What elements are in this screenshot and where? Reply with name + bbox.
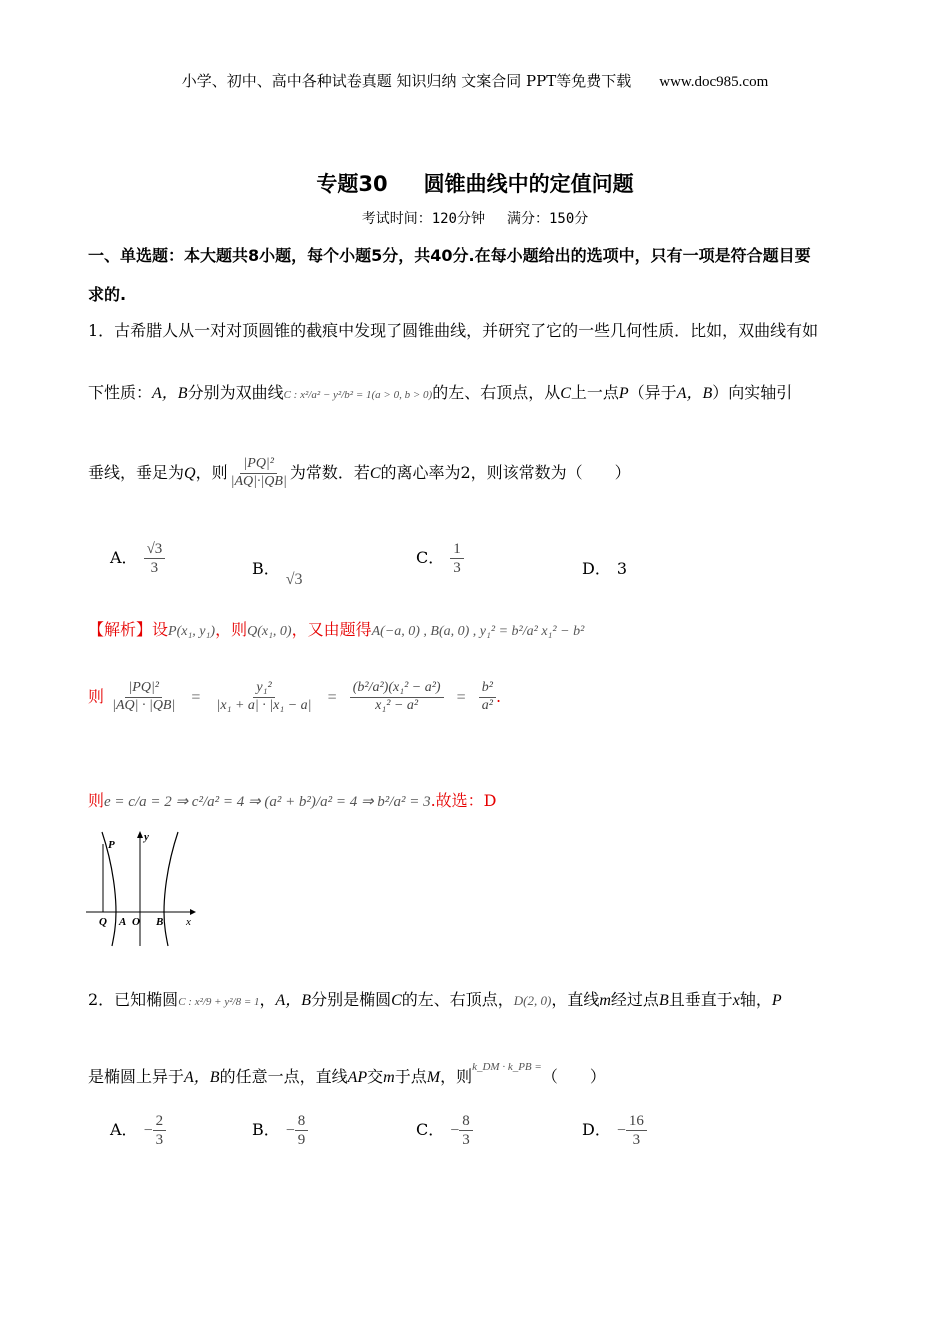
section-heading-line1: 一、单选题：本大题共8小题，每个小题5分，共40分.在每小题给出的选项中，只有一项是符合题目要: [88, 246, 811, 265]
y-axis-arrow: [137, 831, 143, 838]
q2-option-d[interactable]: D． − $\frac{16}{3}$: [582, 1112, 647, 1149]
x-axis-arrow: [190, 909, 196, 915]
analysis-line1: 【解析】设P(x₁, y₁)，则Q(x₁, 0)，又由题得A(−a, 0) , B(a, 0) , y₁² = b²/a² x₁² − b²: [88, 620, 585, 639]
header-text: 小学、初中、高中各种试卷真题 知识归纳 文案合同 PPT等免费下载: [181, 72, 632, 90]
label-B: B: [156, 916, 164, 928]
q1-line3: 垂线，垂足为Q，则 $\frac{\text{|PQ|²}}{|AQ|\cdot|QB|}$ 为常数．若C的离心率为2，则该常数为（ ）: [88, 456, 631, 489]
label-A: A: [119, 916, 127, 928]
hyperbola-graph: [86, 828, 198, 948]
q1-option-d[interactable]: D． 3: [582, 559, 628, 578]
page-title: [0, 168, 950, 198]
right-branch: [164, 832, 178, 946]
analysis-line2: 则 $\frac{\text{|PQ|²}}{|AQ| \cdot |QB|}$ = $\frac{\text{y₁²}}{\text{|x₁ + a| · |x₁ − a|}}$ = $\frac{\text{(b²/a²)(x₁² − a²)}}{\text{x₁² − a²}}$ = $\frac{\text{b²}}{\text{a²}}$ .: [88, 680, 502, 713]
q2-line2: 是椭圆上异于A，B的任意一点，直线AP交m于点M，则$^{k\_DM \cdot k\_PB =}$（ ）: [88, 1061, 606, 1086]
exam-info: [0, 208, 950, 228]
label-Q: Q: [99, 916, 107, 928]
q2-option-b[interactable]: B． − $\frac{8}{9}$: [252, 1112, 308, 1149]
ellipse-formula: C : x²/9 + y²/8 = 1: [178, 996, 260, 1008]
label-O: O: [132, 916, 140, 928]
label-y: y: [144, 831, 149, 843]
label-x: x: [186, 916, 191, 928]
q1-option-b[interactable]: B．√3: [252, 559, 303, 588]
q1-line1: 1．古希腊人从一对对顶圆锥的截痕中发现了圆锥曲线，并研究了它的一些几何性质．比如，双曲线有如: [88, 321, 819, 340]
analysis-line3: 则e = c/a = 2 ⇒ c²/a² = 4 ⇒ (a² + b²)/a² = 4 ⇒ b²/a² = 3.故选：D: [88, 791, 497, 810]
page-header: [0, 70, 950, 91]
section-heading-line2: 求的.: [88, 285, 127, 304]
q1-option-a[interactable]: A． $\frac{√3}{3}$: [110, 540, 165, 577]
title-right: 圆锥曲线中的定值问题: [423, 172, 634, 196]
header-site[interactable]: www.doc985.com: [659, 74, 769, 90]
q1-option-c[interactable]: C． $\frac{1}{3}$: [416, 540, 464, 577]
q1-ratio: $\frac{\text{|PQ|²}}{|AQ|\cdot|QB|}$: [230, 456, 287, 489]
q1-line2: 下性质：A，B分别为双曲线C : x²/a² − y²/b² = 1(a > 0, b > 0)的左、右顶点，从C上一点P（异于A，B）向实轴引: [88, 383, 793, 402]
title-left: 专题30: [316, 172, 388, 196]
exam-time: 考试时间：120分钟: [361, 211, 485, 227]
label-P: P: [108, 839, 115, 851]
q2-option-c[interactable]: C． − $\frac{8}{3}$: [416, 1112, 473, 1149]
hyperbola-formula: C : x²/a² − y²/b² = 1(a > 0, b > 0): [283, 389, 433, 401]
q2-line1: 2．已知椭圆C : x²/9 + y²/8 = 1，A，B分别是椭圆C的左、右顶点，D(2, 0)，直线m经过点B且垂直于x轴，P: [88, 990, 782, 1009]
exam-score: 满分：150分: [507, 211, 589, 227]
q2-option-a[interactable]: A． − $\frac{2}{3}$: [110, 1112, 166, 1149]
